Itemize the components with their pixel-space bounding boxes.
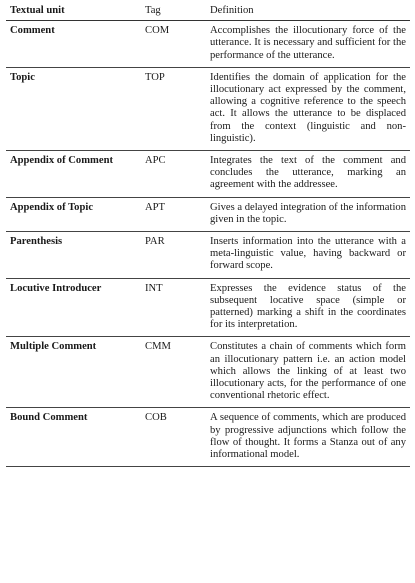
unit-cell: Multiple Comment — [6, 337, 141, 408]
header-textual-unit: Textual unit — [6, 0, 141, 21]
table-header — [6, 0, 410, 21]
definition-cell: Constitutes a chain of comments which form an illocutionary pattern i.e. an action model which allows the linking of at least two illocutionary acts, for the performance of one conventional rhetoric effect. — [206, 337, 410, 408]
definition-cell: Integrates the text of the comment and concludes the utterance, marking an agreement with the addressee. — [206, 151, 410, 198]
definition-cell: Inserts information into the utterance with a meta-linguistic value, having backward or forward scope. — [206, 232, 410, 279]
table-body — [6, 21, 410, 467]
header-row — [6, 0, 410, 21]
textual-units-table — [6, 0, 410, 467]
unit-cell: Parenthesis — [6, 232, 141, 279]
table-row — [6, 232, 410, 279]
unit-cell: Locutive Introducer — [6, 278, 141, 337]
unit-cell: Bound Comment — [6, 408, 141, 467]
tag-cell: CMM — [141, 337, 206, 408]
header-definition: Definition — [206, 0, 410, 21]
tag-cell: APT — [141, 197, 206, 231]
definition-cell: Identifies the domain of application for the illocutionary act expressed by the comment, allowing a cognitive reference to the speech act. It allows the utterance to be displaced from the context (linguistic and non-linguistic). — [206, 67, 410, 150]
tag-cell: PAR — [141, 232, 206, 279]
table-row — [6, 67, 410, 150]
unit-cell: Comment — [6, 21, 141, 68]
unit-cell: Topic — [6, 67, 141, 150]
table-row — [6, 21, 410, 68]
table-row — [6, 151, 410, 198]
table-row — [6, 278, 410, 337]
header-tag: Tag — [141, 0, 206, 21]
definition-cell: Expresses the evidence status of the subsequent locative space (simple or patterned) marking a shift in the coordinates for its interpretation. — [206, 278, 410, 337]
tag-cell: TOP — [141, 67, 206, 150]
unit-cell: Appendix of Comment — [6, 151, 141, 198]
tag-cell: INT — [141, 278, 206, 337]
table-row — [6, 408, 410, 467]
definition-cell: Accomplishes the illocutionary force of the utterance. It is necessary and sufficient for the performance of the utterance. — [206, 21, 410, 68]
table-row — [6, 197, 410, 231]
definition-cell: Gives a delayed integration of the information given in the topic. — [206, 197, 410, 231]
tag-cell: COM — [141, 21, 206, 68]
tag-cell: COB — [141, 408, 206, 467]
table-row — [6, 337, 410, 408]
definition-cell: A sequence of comments, which are produced by progressive adjunctions which follow the flow of thought. It forms a Stanza out of any informational model. — [206, 408, 410, 467]
unit-cell: Appendix of Topic — [6, 197, 141, 231]
tag-cell: APC — [141, 151, 206, 198]
